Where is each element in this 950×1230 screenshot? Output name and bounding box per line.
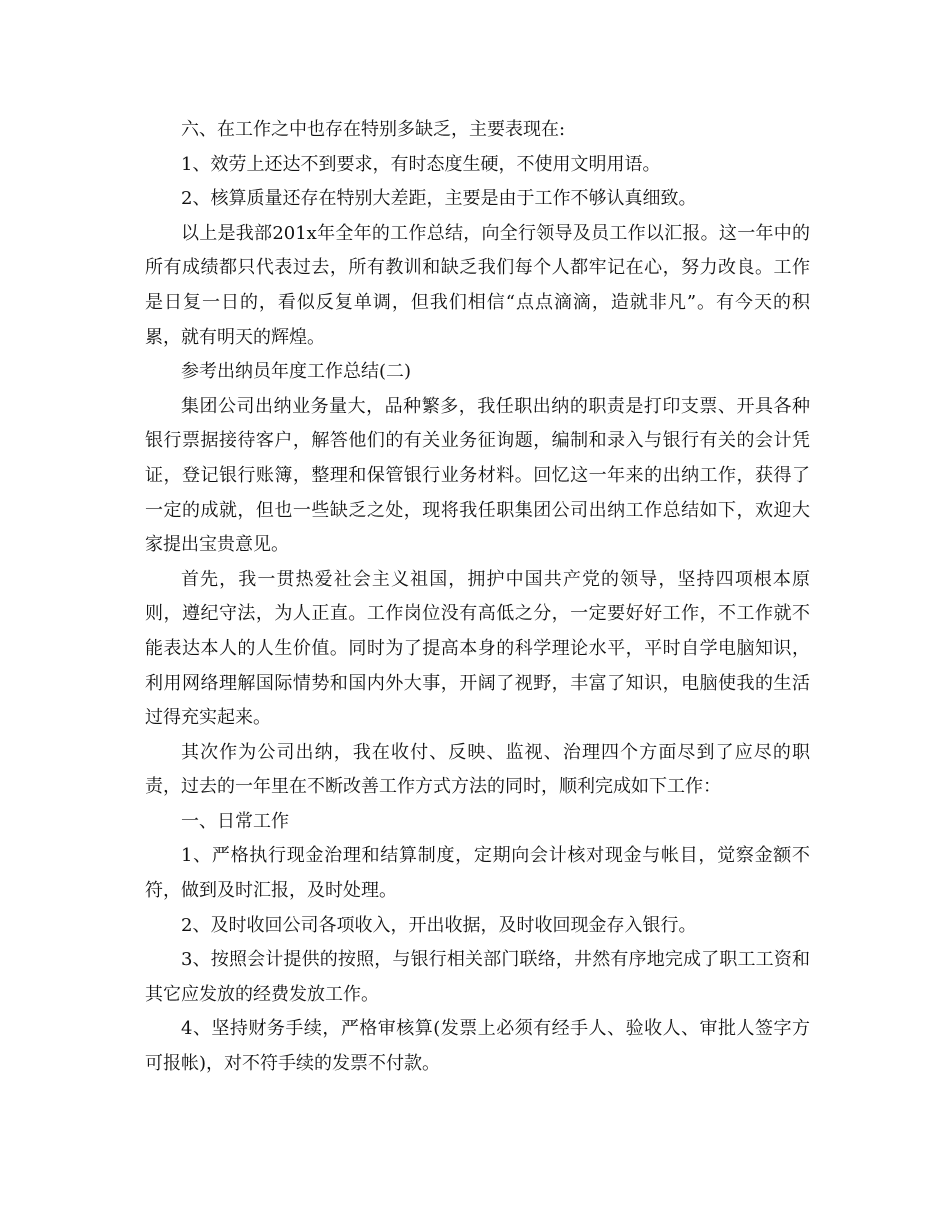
paragraph-item-1-service: 1、效劳上还达不到要求，有时态度生硬，不使用文明用语。 (181, 153, 661, 175)
paragraph-summary: 以上是我部201x年全年的工作总结，向全行领导及员工作以汇报。这一年中的所有成绩都只代表过去，所有教训和缺乏我们每个人都牢记在心，努力改良。工作是日复一日的，看似反复单调，但我们相信“点点滴滴，造就非凡”。有今天的积累，就有明天的辉煌。 (145, 222, 810, 348)
paragraph-intro: 集团公司出纳业务量大，品种繁多，我任职出纳的职责是打印支票、开具各种银行票据接待客户，解答他们的有关业务征询题，编制和录入与银行有关的会计凭证，登记银行账簿，整理和保管银行业务材料。回忆这一年来的出纳工作，获得了一定的成就，但也一些缺乏之处，现将我任职集团公司出纳工作总结如下，欢迎大家提出宝贵意见。 (145, 395, 810, 556)
paragraph-subtitle: 参考出纳员年度工作总结(二) (181, 361, 412, 383)
paragraph-section-six-heading: 六、在工作之中也存在特别多缺乏，主要表现在: (181, 119, 566, 140)
paragraph-daily-item-1: 1、严格执行现金治理和结算制度，定期向会计核对现金与帐目，觉察金额不符，做到及时汇报，及时处理。 (145, 845, 810, 902)
paragraph-first: 首先，我一贯热爱社会主义祖国，拥护中国共产党的领导，坚持四项根本原则，遵纪守法，为人正直。工作岗位没有高低之分，一定要好好工作，不工作就不能表达本人的人生价值。同时为了提高本身的科学理论水平，平时自学电脑知识，利用网络理解国际情势和国内外大事，开阔了视野，丰富了知识，电脑使我的生活过得充实起来。 (145, 568, 810, 729)
paragraph-second: 其次作为公司出纳，我在收付、反映、监视、治理四个方面尽到了应尽的职责，过去的一年里在不断改善工作方式方法的同时，顺利完成如下工作： (145, 741, 810, 798)
paragraph-daily-item-3: 3、按照会计提供的按照，与银行相关部门联络，井然有序地完成了职工工资和其它应发放的经费发放工作。 (145, 949, 810, 1005)
document-body (145, 113, 810, 1082)
paragraph-daily-item-4: 4、坚持财务手续，严格审核算(发票上必须有经手人、验收人、审批人签字方可报帐)，对不符手续的发票不付款。 (145, 1018, 810, 1075)
paragraph-item-2-accounting: 2、核算质量还存在特别大差距，主要是由于工作不够认真细致。 (181, 188, 697, 210)
paragraph-daily-item-2: 2、及时收回公司各项收入，开出收据，及时收回现金存入银行。 (181, 914, 697, 936)
paragraph-daily-work-heading: 一、日常工作 (181, 810, 289, 832)
